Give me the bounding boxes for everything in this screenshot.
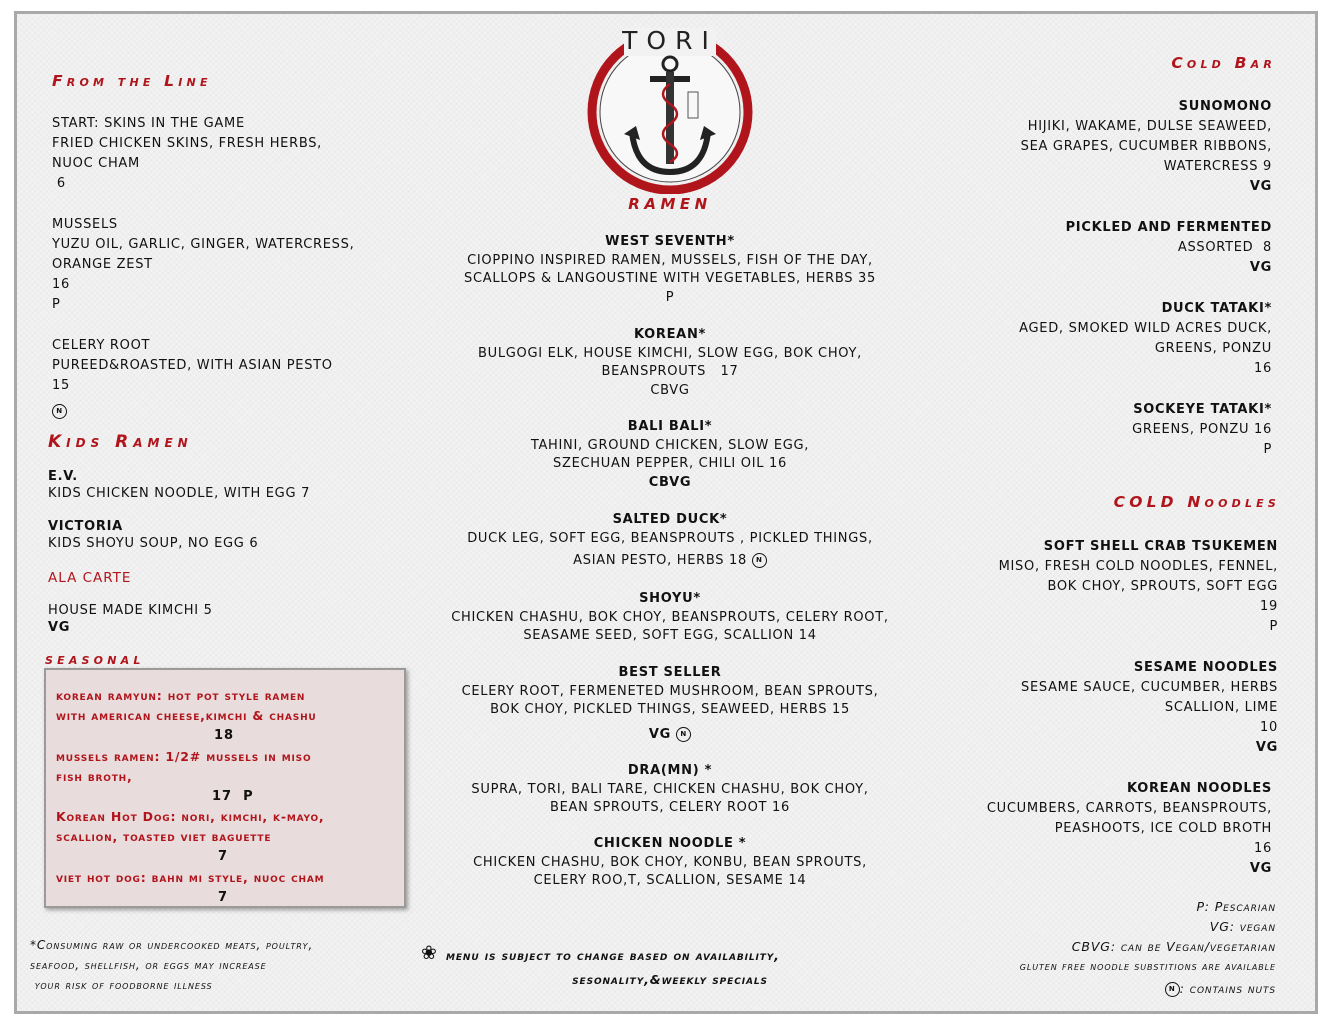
- item-line: CHICKEN CHASHU, BOK CHOY, KONBU, BEAN SPROUTS,: [473, 854, 867, 870]
- ramen-item-west-seventh: [405, 233, 935, 307]
- ramen-item-shoyu: [405, 590, 935, 646]
- contains-nuts-icon: N: [1165, 982, 1180, 997]
- kids-ramen-title: Kids Ramen: [48, 432, 193, 452]
- item-line: 6: [52, 176, 66, 191]
- seasonal-price: 7: [218, 890, 229, 905]
- item-line: ORANGE ZEST: [52, 257, 153, 272]
- ramen-item-korean: [405, 326, 935, 400]
- item-line: 10: [1260, 720, 1278, 735]
- kids-item-victoria: [48, 518, 258, 552]
- cold-item-duck-tataki: [1019, 299, 1272, 379]
- item-name: VICTORIA: [48, 519, 123, 534]
- noodle-item-sesame: [1021, 658, 1278, 758]
- item-line: SUPRA, TORI, BALI TARE, CHICKEN CHASHU, BOK CHOY,: [471, 781, 869, 797]
- item-line: SCALLION, LIME: [1164, 700, 1278, 715]
- item-line: HIJIKI, WAKAME, DULSE SEAWEED,: [1027, 119, 1272, 134]
- item-line: BOK CHOY, SPROUTS, SOFT EGG: [1047, 579, 1278, 594]
- cold-item-sockeye-tataki: [1132, 400, 1272, 460]
- item-name: DUCK TATAKI*: [1161, 301, 1272, 316]
- item-line: NUOC CHAM: [52, 156, 140, 171]
- seasonal-line: Korean Hot Dog: nori, kimchi, k-mayo,: [56, 809, 325, 824]
- item-line: CBVG: [650, 382, 690, 398]
- item-tag: VG: [48, 620, 71, 635]
- item-name: KOREAN NOODLES: [1127, 781, 1272, 796]
- item-line: CBVG: [648, 474, 692, 490]
- item-name: SESAME NOODLES: [1133, 660, 1278, 675]
- ramen-subtitle: RAMEN: [628, 195, 712, 213]
- item-line: VG: [1255, 740, 1278, 755]
- item-line: ASIAN PESTO, HERBS 18: [573, 553, 747, 568]
- item-line: VG: [648, 726, 671, 742]
- seasonal-line: viet hot dog: bahn mi style, nuoc cham: [56, 870, 325, 885]
- item-line: BEANSPROUTS 17: [601, 364, 739, 379]
- noodle-item-korean: [987, 779, 1272, 879]
- cold-item-pickled: [1066, 218, 1272, 278]
- ramen-item-chicken-noodle: [405, 835, 935, 891]
- item-line: AGED, SMOKED WILD ACRES DUCK,: [1019, 321, 1272, 336]
- ramen-item-best-seller: [405, 664, 935, 744]
- item-line: MUSSELS: [52, 217, 118, 232]
- ramen-item-dramn: [405, 762, 935, 818]
- seasonal-line: scallion, toasted viet baguette: [56, 829, 272, 844]
- disclaimer-line: seafood, shellfish, or eggs may increase: [30, 958, 267, 972]
- item-name: BALI BALI*: [627, 419, 713, 434]
- item-line: TAHINI, GROUND CHICKEN, SLOW EGG,: [530, 437, 810, 453]
- disclaimer-line: *Consuming raw or undercooked meats, poultry,: [30, 938, 314, 952]
- item-name: KOREAN*: [633, 327, 707, 342]
- legend-nuts: [1165, 981, 1276, 997]
- item-desc: KIDS SHOYU SOUP, NO EGG 6: [48, 536, 259, 551]
- item-line: 19: [1260, 599, 1278, 614]
- contains-nuts-icon: N: [52, 404, 67, 419]
- tori-logo: [584, 22, 756, 194]
- item-line: DUCK LEG, SOFT EGG, BEANSPROUTS , PICKLED THINGS,: [467, 530, 873, 546]
- item-line: SESAME SAUCE, CUCUMBER, HERBS: [1021, 680, 1278, 695]
- item-line: PUREED&ROASTED, WITH ASIAN PESTO: [52, 358, 333, 373]
- item-line: BEAN SPROUTS, CELERY ROOT 16: [550, 800, 790, 815]
- item-line: VG: [1249, 861, 1272, 876]
- item-desc: KIDS CHICKEN NOODLE, WITH EGG 7: [48, 486, 311, 501]
- seasonal-line: with american cheese,kimchi & chashu: [56, 708, 317, 723]
- contains-nuts-icon: N: [676, 727, 691, 742]
- menu-item-celery-root: [52, 336, 333, 422]
- item-name: SOFT SHELL CRAB TSUKEMEN: [1043, 539, 1278, 554]
- item-line: SCALLOPS & LANGOUSTINE WITH VEGETABLES, HERBS 35: [464, 271, 876, 286]
- item-line: 16: [1254, 841, 1272, 856]
- item-line: YUZU OIL, GARLIC, GINGER, WATERCRESS,: [52, 237, 355, 252]
- ramen-item-salted-duck: [405, 511, 935, 571]
- item-line: CUCUMBERS, CARROTS, BEANSPROUTS,: [986, 801, 1272, 816]
- item-line: 16: [52, 277, 70, 292]
- item-name: PICKLED AND FERMENTED: [1065, 220, 1272, 235]
- item-name: WEST SEVENTH*: [605, 234, 735, 249]
- item-line: P: [665, 289, 675, 305]
- seasonal-line: korean ramyun: hot pot style ramen: [56, 688, 306, 703]
- item-line: GREENS, PONZU: [1154, 341, 1272, 356]
- item-name: SUNOMONO: [1178, 99, 1272, 114]
- item-line: BOK CHOY, PICKLED THINGS, SEAWEED, HERBS 15: [490, 702, 850, 717]
- seasonal-line: mussels ramen: 1/2# mussels in miso: [56, 749, 312, 764]
- item-line: SEA GRAPES, CUCUMBER RIBBONS,: [1020, 139, 1272, 154]
- item-line: SEASAME SEED, SOFT EGG, SCALLION 14: [523, 628, 817, 643]
- item-line: P: [52, 297, 61, 312]
- menu-note-line: menu is subject to change based on availability,: [446, 948, 780, 963]
- item-name: E.V.: [48, 469, 78, 484]
- item-line: P: [1263, 442, 1272, 457]
- cold-noodles-title: COLD Noodles: [1113, 493, 1280, 511]
- cold-item-sunomono: [1021, 97, 1272, 197]
- menu-item-mussels: [52, 215, 354, 315]
- logo-name: TORI: [622, 26, 718, 55]
- item-line: PEASHOOTS, ICE COLD BROTH: [1054, 821, 1272, 836]
- legend-p: P: Pescarian: [1196, 899, 1276, 914]
- ramen-item-bali-bali: [405, 418, 935, 492]
- item-line: VG: [1249, 260, 1272, 275]
- item-name: DRA(MN) *: [627, 763, 713, 778]
- item-line: CELERY ROO,T, SCALLION, SESAME 14: [533, 873, 807, 888]
- ala-carte-title: ALA CARTE: [48, 570, 132, 586]
- item-line: WATERCRESS 9: [1163, 159, 1272, 174]
- disclaimer-line: your risk of foodborne illness: [30, 978, 213, 992]
- legend-cbvg: CBVG: can be Vegan/vegetarian: [1071, 939, 1276, 954]
- item-name: SHOYU*: [639, 591, 701, 606]
- item-line: VG: [1249, 179, 1272, 194]
- legend-gluten-free: gluten free noodle substitions are available: [1019, 960, 1276, 973]
- item-line: ASSORTED 8: [1177, 240, 1272, 255]
- ala-carte-item: [48, 602, 213, 636]
- item-line: CELERY ROOT, FERMENETED MUSHROOM, BEAN SPROUTS,: [461, 683, 879, 699]
- item-line: GREENS, PONZU 16: [1132, 422, 1272, 437]
- item-line: MISO, FRESH COLD NOODLES, FENNEL,: [998, 559, 1278, 574]
- item-line: CELERY ROOT: [52, 338, 151, 353]
- cold-bar-title: Cold Bar: [1171, 54, 1276, 72]
- seasonal-price: 17 P: [212, 789, 254, 804]
- legend-nuts-text: : contains nuts: [1179, 981, 1276, 996]
- item-line: 15: [52, 378, 70, 393]
- item-name: SOCKEYE TATAKI*: [1133, 402, 1272, 417]
- seasonal-price: 7: [218, 849, 229, 864]
- item-desc: HOUSE MADE KIMCHI 5: [48, 603, 213, 618]
- item-line: BULGOGI ELK, HOUSE KIMCHI, SLOW EGG, BOK CHOY,: [477, 345, 863, 361]
- item-line: P: [1269, 619, 1278, 634]
- seasonal-line: fish broth,: [56, 769, 133, 784]
- flower-icon: ❀: [421, 942, 437, 964]
- item-line: 16: [1254, 361, 1272, 376]
- seasonal-title: seasonal: [45, 650, 145, 668]
- item-line: SZECHUAN PEPPER, CHILI OIL 16: [553, 456, 787, 471]
- item-line: CIOPPINO INSPIRED RAMEN, MUSSELS, FISH OF THE DAY,: [467, 252, 873, 268]
- item-line: START: SKINS IN THE GAME: [52, 116, 245, 131]
- seasonal-box: [44, 668, 406, 908]
- seasonal-price: 18: [214, 728, 235, 743]
- item-line: CHICKEN CHASHU, BOK CHOY, BEANSPROUTS, CELERY ROOT,: [451, 609, 889, 625]
- item-name: BEST SELLER: [618, 665, 722, 680]
- menu-note-line: sesonality,&weekly specials: [572, 972, 768, 987]
- from-the-line-title: From the Line: [52, 72, 212, 90]
- legend-vg: VG: vegan: [1209, 919, 1276, 934]
- kids-item-ev: [48, 468, 310, 502]
- noodle-item-tsukemen: [999, 537, 1278, 637]
- contains-nuts-icon: N: [752, 553, 767, 568]
- item-line: FRIED CHICKEN SKINS, FRESH HERBS,: [52, 136, 322, 151]
- item-name: CHICKEN NOODLE *: [593, 836, 747, 851]
- item-name: SALTED DUCK*: [612, 512, 728, 527]
- menu-item-skins: [52, 114, 322, 194]
